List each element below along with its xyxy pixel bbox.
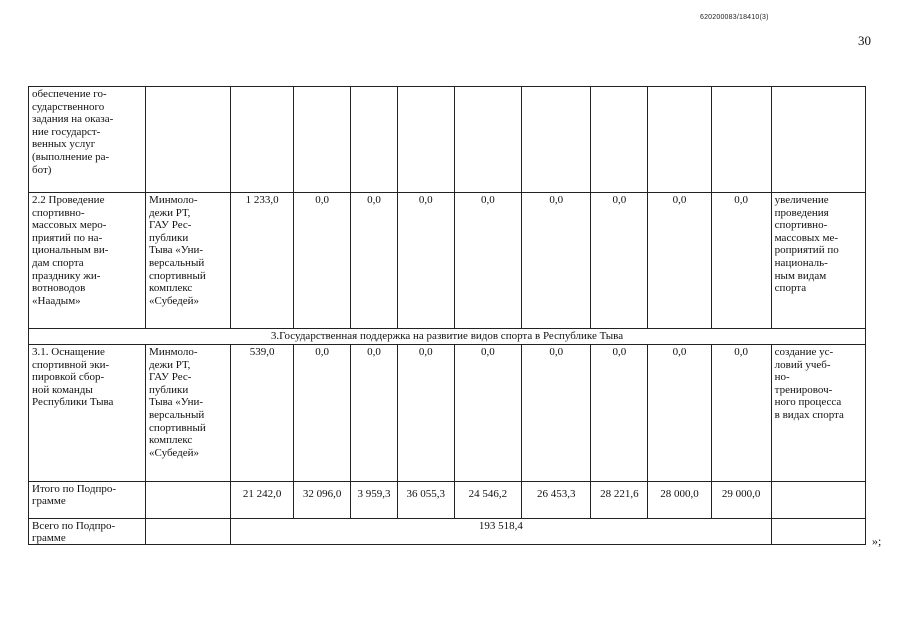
row-name: обеспечение го- сударственного задания на оказа- ние государст- венных услуг (выполнение ра- бот) [29,87,146,193]
row-executor: Минмоло- дежи РТ, ГАУ Рес- публики Тыва «Уни- версальный спортивный комплекс «Субедей» [146,193,231,329]
empty-cell [591,87,648,193]
table-row [29,519,866,545]
grand-total-value: 193 518,4 [230,519,771,545]
total-value: 21 242,0 [230,482,293,519]
total-value: 29 000,0 [711,482,771,519]
table-row [29,329,866,345]
value-cell: 0,0 [522,193,591,329]
table-row [29,193,866,329]
value-cell: 0,0 [711,345,771,482]
value-cell: 0,0 [397,193,454,329]
document-id: 620200083/18410(3) [700,14,769,21]
total-label: Итого по Подпро- грамме [29,482,146,519]
value-cell: 0,0 [591,345,648,482]
total-value: 32 096,0 [294,482,351,519]
closing-quote: »; [872,534,882,548]
table-row [29,482,866,519]
section-title: 3.Государственная поддержка на развитие видов спорта в Республике Тыва [29,329,866,345]
row-result: увеличение проведения спортивно- массовых ме- роприятий по националь- ным видам спорта [771,193,865,329]
total-value: 28 221,6 [591,482,648,519]
value-cell: 0,0 [648,193,711,329]
value-cell: 0,0 [397,345,454,482]
total-value: 36 055,3 [397,482,454,519]
table-row [29,87,866,193]
empty-cell [146,519,231,545]
total-value: 24 546,2 [454,482,521,519]
value-cell: 0,0 [454,193,521,329]
page-number: 30 [858,33,871,48]
empty-cell [771,519,865,545]
value-cell: 0,0 [294,193,351,329]
empty-cell [146,482,231,519]
row-executor: Минмоло- дежи РТ, ГАУ Рес- публики Тыва «Уни- версальный спортивный комплекс «Субедей» [146,345,231,482]
empty-cell [454,87,521,193]
value-cell: 0,0 [591,193,648,329]
empty-cell [294,87,351,193]
value-cell: 0,0 [351,345,398,482]
row-name: 3.1. Оснащение спортивной эки- пировкой сбор- ной команды Республики Тыва [29,345,146,482]
empty-cell [522,87,591,193]
row-name: 2.2 Проведение спортивно- массовых меро- приятий по на- циональным ви- дам спорта празднику жи- вотноводов «Наадым» [29,193,146,329]
value-cell: 539,0 [230,345,293,482]
table-row [29,345,866,482]
value-cell: 1 233,0 [230,193,293,329]
empty-cell [771,87,865,193]
value-cell: 0,0 [294,345,351,482]
value-cell: 0,0 [648,345,711,482]
empty-cell [397,87,454,193]
value-cell: 0,0 [522,345,591,482]
empty-cell [146,87,231,193]
row-result: создание ус- ловий учеб- но- тренировоч- ного процесса в видах спорта [771,345,865,482]
value-cell: 0,0 [711,193,771,329]
value-cell: 0,0 [351,193,398,329]
empty-cell [230,87,293,193]
empty-cell [351,87,398,193]
program-table [28,86,866,545]
empty-cell [648,87,711,193]
empty-cell [771,482,865,519]
total-value: 26 453,3 [522,482,591,519]
grand-total-label: Всего по Подпро- грамме [29,519,146,545]
total-value: 3 959,3 [351,482,398,519]
total-value: 28 000,0 [648,482,711,519]
value-cell: 0,0 [454,345,521,482]
empty-cell [711,87,771,193]
